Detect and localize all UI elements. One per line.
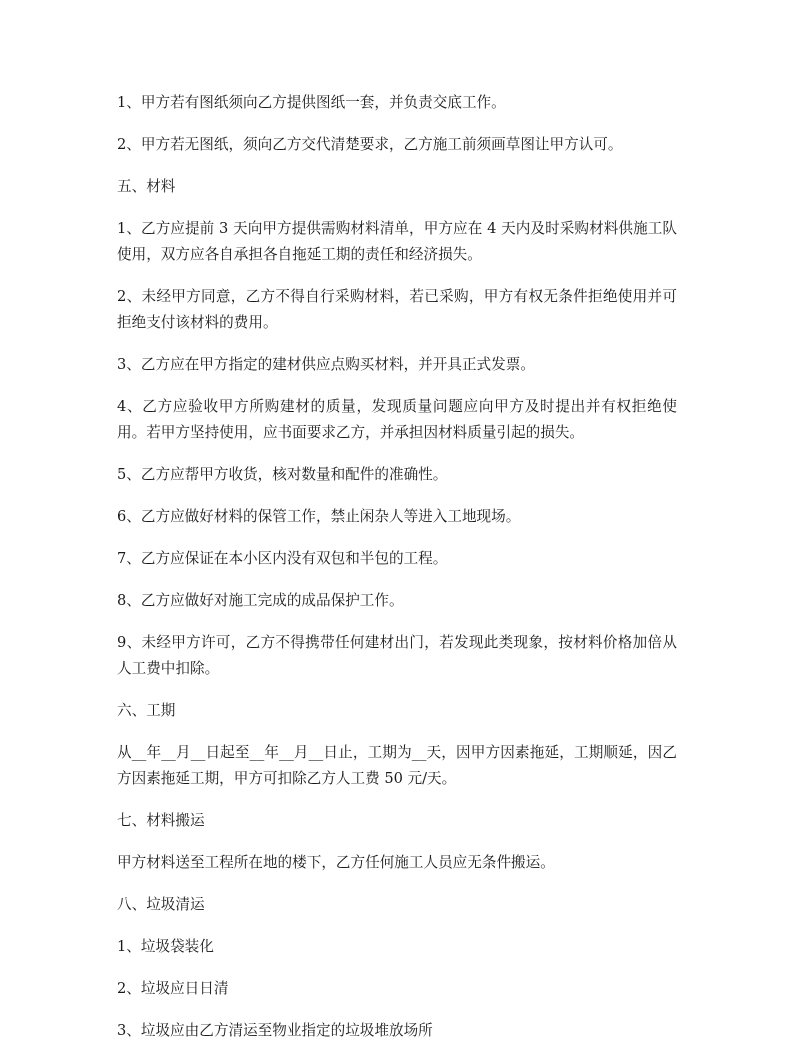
section-heading-waste-removal: 八、垃圾清运: [117, 896, 205, 913]
clause-waste-daily: 2、垃圾应日日清: [117, 980, 229, 997]
clause-schedule-terms: 从__年__月__日起至__年__月__日止，工期为__天，因甲方因素拖延，工期顺延，因乙方因素拖延工期，甲方可扣除乙方人工费 50 元/天。: [117, 744, 677, 787]
clause-no-subcontracting: 7、乙方应保证在本小区内没有双包和半包的工程。: [117, 550, 448, 567]
clause-designated-supplier: 3、乙方应在甲方指定的建材供应点购买材料，并开具正式发票。: [117, 356, 535, 373]
clause-no-self-purchase: 2、未经甲方同意，乙方不得自行采购材料，若已采购，甲方有权无条件拒绝使用并可拒绝支付该材料的费用。: [117, 288, 677, 331]
clause-receiving-goods: 5、乙方应帮甲方收货，核对数量和配件的准确性。: [117, 466, 448, 483]
clause-drawings-provided: 1、甲方若有图纸须向乙方提供图纸一套，并负责交底工作。: [117, 94, 506, 111]
section-heading-material-transport: 七、材料搬运: [117, 812, 205, 829]
document-body: [117, 90, 677, 1060]
clause-material-transport: 甲方材料送至工程所在地的楼下，乙方任何施工人员应无条件搬运。: [117, 854, 555, 871]
section-heading-materials: 五、材料: [117, 178, 176, 195]
clause-quality-inspection: 4、乙方应验收甲方所购建材的质量，发现质量问题应向甲方及时提出并有权拒绝使用。若甲方坚持使用，应书面要求乙方，并承担因材料质量引起的损失。: [117, 398, 677, 441]
clause-waste-disposal-site: 3、垃圾应由乙方清运至物业指定的垃圾堆放场所: [117, 1022, 433, 1039]
clause-no-drawings: 2、甲方若无图纸，须向乙方交代清楚要求，乙方施工前须画草图让甲方认可。: [117, 136, 623, 153]
clause-material-list: 1、乙方应提前 3 天向甲方提供需购材料清单，甲方应在 4 天内及时采购材料供施工队使用，双方应各自承担各自拖延工期的责任和经济损失。: [117, 220, 677, 263]
clause-waste-bagging: 1、垃圾袋装化: [117, 938, 214, 955]
clause-no-removal: 9、未经甲方许可，乙方不得携带任何建材出门，若发现此类现象，按材料价格加倍从人工费中扣除。: [117, 634, 677, 677]
clause-finished-protection: 8、乙方应做好对施工完成的成品保护工作。: [117, 592, 404, 609]
clause-material-storage: 6、乙方应做好材料的保管工作，禁止闲杂人等进入工地现场。: [117, 508, 521, 525]
section-heading-schedule: 六、工期: [117, 702, 176, 719]
